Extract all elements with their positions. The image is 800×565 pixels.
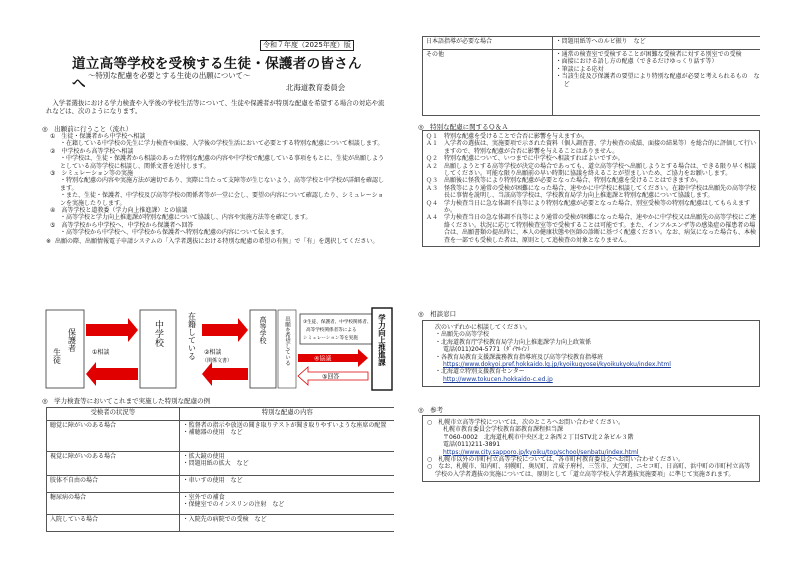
measure-item: ・拡大鏡の使用	[182, 453, 225, 460]
reply-arrow-left	[86, 362, 138, 386]
table-row	[423, 50, 761, 116]
simulation-line-3: シミュレーション等を実施	[303, 336, 358, 341]
measure-item: ・室外での補食	[182, 494, 225, 501]
issuer: 北海道教育委員会	[286, 83, 346, 92]
situation-cell: 視覚に障がいのある場合	[47, 452, 180, 476]
situation-cell: 日本語指導が必要な場合	[423, 37, 553, 50]
agreement-arrow-right	[298, 349, 368, 367]
qa-text: 出願しようとする高等学校が決定の場合であっても、道立高等学校へ出願しようとする場合は、できる限り早く相談してください。可能な限り出願前の早い時期に協議を終えることが望ましいため、ご協力をお願いします。	[444, 162, 756, 178]
qa-item	[426, 185, 756, 200]
flow-note	[46, 238, 388, 245]
edition-badge: 令和７年度（2025年度）版	[260, 40, 354, 51]
qa-item	[426, 163, 756, 178]
qa-text: 出願後に怪我等により特別な配慮が必要となった場合、特別な配慮を受けることはできますか。	[444, 177, 703, 185]
table-row	[47, 493, 395, 515]
qa-key: Ｑ３	[426, 177, 439, 185]
consult-arrow-right	[86, 318, 138, 342]
contact-link[interactable]: https://www.dokyoi.pref.hokkaido.lg.jp/kyoikugyosei/kyoikukyoku/index.html	[443, 361, 671, 369]
right-column	[418, 0, 760, 565]
flow-step-detail: ・在籍している中学校の先生に学力検査や面接、入学後の学校生活において必要とする特別な配慮について相談します。	[60, 140, 384, 148]
reference-box	[422, 415, 760, 482]
situation-cell: 肢体不自由の場合	[47, 476, 180, 493]
left-column	[42, 0, 394, 565]
section-heading-examples: ◎ 学力検査等においてこれまで実施した特別な配慮の例	[42, 397, 211, 405]
table-row	[47, 452, 395, 476]
table-row	[47, 515, 395, 532]
contact-item: ・出願先の高等学校	[435, 331, 490, 339]
contact-item: 電話(011)204-5771（ﾀﾞｲﾔﾙｲﾝ）	[443, 346, 534, 354]
qa-text: 特別な配慮を受けることで合否に影響を与えますか。	[444, 133, 589, 140]
section-heading-reference: ◎ 参考	[418, 406, 444, 414]
situation-cell: 糖尿病の場合	[47, 493, 180, 515]
flow-step: ④ 高等学校と道教委（学力向上推進課）との協議	[50, 207, 188, 215]
table-row	[47, 476, 395, 493]
reference-item: ○ 札幌市以外の市町村立高等学校については、各市町村教育委員会へお問い合わせください。	[427, 456, 685, 464]
reference-item: 〒060-0002 北海道札幌市中央区北２条西２丁目STV北２条ビル３階	[443, 433, 634, 441]
contact-link[interactable]: http://www.tokucen.hokkaido-c.ed.jp	[443, 375, 553, 383]
enrolled-label: 在籍している	[187, 312, 197, 360]
consult-label: ①相談	[92, 349, 110, 356]
table-row	[423, 37, 761, 50]
situation-cell: その他	[423, 50, 553, 116]
flow-step-detail: ・特別な配慮の内容や実施方法が適切であり、実際に当たって支障等が生じないよう、高等学校と中学校が詳細を確認します。	[60, 177, 385, 192]
measure-item: ・入院先の病院での受検 など	[182, 516, 267, 523]
flow-steps	[46, 133, 388, 245]
qa-item	[426, 140, 756, 155]
flow-step-detail: ・また、生徒・保護者、中学校及び高等学校の関係者等が一堂に会し、要望の内容について確認したり、シミュレーションを実施したりします。	[60, 192, 384, 207]
measure-item: ・筆談による応対	[555, 65, 604, 73]
qa-item	[426, 177, 756, 184]
flow-step: ② 中学校から高等学校へ相談	[50, 147, 134, 155]
middle-school-label: 中学校	[153, 320, 163, 347]
reference-link[interactable]: https://www.city.sapporo.jp/kyoiku/top/school/senbatu/index.html	[443, 448, 639, 456]
qa-key: Ａ４	[426, 214, 439, 222]
docs-label: （関係文書）	[202, 358, 233, 364]
measure-item: ・問題用紙等へのルビ振り など	[555, 38, 646, 45]
measure-item: ・保健室でのインスリンの注射 など	[182, 501, 285, 509]
qa-box	[422, 130, 760, 247]
agreement-label: ④協議	[314, 355, 332, 363]
flow-step-detail: ・中学校は、生徒・保護者から相談のあった特別な配慮の内容や中学校で配慮している事項をもとに、生徒が出願しようとしている高等学校に相談し、関係文書を送付します。	[60, 155, 384, 170]
qa-key: Ａ３	[426, 184, 439, 192]
contact-box	[422, 320, 760, 387]
measure-item: ・車いすの使用 など	[182, 477, 243, 484]
measure-item: ・補聴器の使用 など	[182, 429, 243, 437]
measures-cell	[179, 452, 394, 476]
intro-paragraph: 入学者選抜における学力検査や入学後の学校生活等について、生徒や保護者が特別な配慮を希望する場合の対応や流れなどは、次のようになります。	[46, 99, 385, 115]
qa-item	[426, 214, 756, 244]
qa-key: Ｑ１	[426, 133, 439, 140]
qa-text: 特別な配慮について、いつまでに中学校へ相談すればよいですか。	[444, 155, 624, 163]
measures-cell	[179, 476, 394, 493]
simulation-line-1: ③生徒、保護者、中学校関係者、	[303, 320, 372, 325]
flow-step: ⑤ 高等学校から中学校へ、中学校から保護者へ回答	[50, 221, 194, 229]
measure-item: ・通常の検査室で受検することが困難な受検者に対する別室での受検	[555, 51, 742, 58]
measure-item: ・問題用紙の拡大 など	[182, 460, 249, 468]
contact-item: ・北海道立特別支援教育センター	[435, 368, 525, 376]
flow-note-mark: ※	[46, 237, 52, 245]
reply2-arrow-left	[202, 362, 248, 386]
col-header-measures: 特別な配慮の内容	[179, 408, 394, 421]
measure-item: ・監督者の指示や放送の聞き取りテストが聞き取りやすいような座席の配置	[182, 422, 387, 429]
section-heading-flow: ◎ 出願前に行うこと（流れ）	[42, 125, 133, 133]
qa-item	[426, 200, 756, 215]
section-heading-contact: ◎ 相談窓口	[418, 310, 457, 318]
high-school-label: 高等学校	[259, 316, 267, 344]
contact-item: ・各教育局教育支援課義務教育指導班及び高等学校教育指導班	[435, 353, 604, 361]
flow-note-text: 出願の際、出願情報電子申請システムの「入学者選抜における特別な配慮の希望の有無」で「有」を選択してください。	[55, 237, 379, 245]
student-label: 生徒	[52, 348, 62, 364]
consult2-arrow-right	[202, 318, 248, 342]
qa-text: 入学者の選抜は、実施要項で示された資料（個人調査書、学力検査の成績、面接の結果等）を総合的に評価して行いますので、特別な配慮が合否に影響を与えることはありません。	[444, 140, 757, 155]
parent-label: 保護者	[67, 328, 77, 352]
qa-text: 学力検査当日に急な体調不良等により特別な配慮が必要となった場合、別室受検等の特別な配慮はしてもらえますか。	[444, 199, 751, 215]
reference-item: 札幌市教育委員会学校教育部教育課程担当課	[443, 426, 564, 434]
measures-cell	[179, 421, 394, 452]
reference-item: ○ 札幌市立高等学校については、次のところへお問い合わせください。	[427, 419, 625, 426]
reply-label: ⑤回答	[322, 373, 340, 381]
examples-table-continued	[422, 36, 760, 116]
qa-key: Ｑ２	[426, 155, 439, 163]
reference-item: ○ なお、札幌市、知内町、羽幌町、奥尻町、音威子府村、三笠市、大空町、ニセコ町、日高町、浜中町の市町村立高等学校の入学者選抜の実施については、原則として「道立高等学校入学者選抜実施要項」に準じて実施されます。	[427, 463, 751, 478]
hs-note-label: 出願を希望している	[284, 316, 290, 366]
qa-item	[426, 155, 756, 162]
simulation-line-2: 高等学校関係者等による	[306, 328, 357, 333]
document-title: 道立高等学校を受検する生徒・保護者の皆さんへ	[72, 56, 362, 92]
measures-cell	[552, 50, 760, 116]
flow-step: ③ シミュレーション等の実施	[50, 170, 134, 178]
col-header-situation: 受検者の状況等	[47, 408, 180, 421]
contact-lead: 次のいずれかに相談してください。	[435, 324, 532, 331]
qa-key: Ａ２	[426, 162, 439, 170]
measure-item: ・当該生徒及び保護者の要望により特別な配慮が必要と考えられるもの など	[555, 73, 760, 88]
bureau-label: 学力向上推進課	[377, 314, 387, 366]
document-subtitle: ～特別な配慮を必要とする生徒の出願について～	[88, 71, 251, 80]
qa-key: Ａ１	[426, 140, 439, 148]
flow-step: ① 生徒・保護者から中学校へ相談	[50, 133, 146, 140]
consult2-label: ②相談	[204, 349, 222, 356]
situation-cell: 入院している場合	[47, 515, 180, 532]
qa-text: 怪我等により通常の受検が困難になった場合、速やかに中学校に相談してください。在籍中学校は出願先の高等学校長に事情を説明し、当該高等学校は、学校教育局学力向上推進課と特別な配慮について協議します。	[444, 184, 757, 200]
examples-table	[46, 407, 394, 532]
measures-cell	[179, 493, 394, 515]
measure-item: ・面接における語し方の配慮（できるだけゆっくり話す等）	[555, 58, 718, 66]
qa-text: 学力検査当日の急な体調不良等により通常の受検が困難になった場合、速やかに中学校又は出願先の高等学校にご連絡ください。状況に応じて特別検査室等で受検することは可能です。また、インフルエンザ等の感染症の罹患者の場合は、出願書類の提出時に、本人の健康状態や医師の診断に基づく配慮ください。なお、病気になった場合も、本検査を一部でも受検した者は、原則として追検査の対象となりません。	[444, 214, 757, 244]
section-heading-qa: ◎ 特別な配慮に関するＱ＆Ａ	[418, 123, 509, 131]
flow-diagram	[42, 306, 394, 392]
flow-step-detail: ・高等学校と学力向上推進課が特別な配慮について協議し、内容や実施方法等を確定します。	[60, 214, 312, 222]
contact-item: ・北海道教育庁学校教育局学力向上推進課学力向上政策係	[435, 338, 592, 346]
measures-cell	[552, 37, 760, 50]
measures-cell	[179, 515, 394, 532]
flow-step-detail: ・高等学校から中学校へ、中学校から保護者へ特別な配慮の内容について伝えます。	[60, 229, 288, 237]
table-row	[47, 421, 395, 452]
situation-cell: 聴覚に障がいのある場合	[47, 421, 180, 452]
reference-item: 電話(011)211-3891	[443, 441, 501, 449]
qa-key: Ｑ４	[426, 199, 439, 207]
